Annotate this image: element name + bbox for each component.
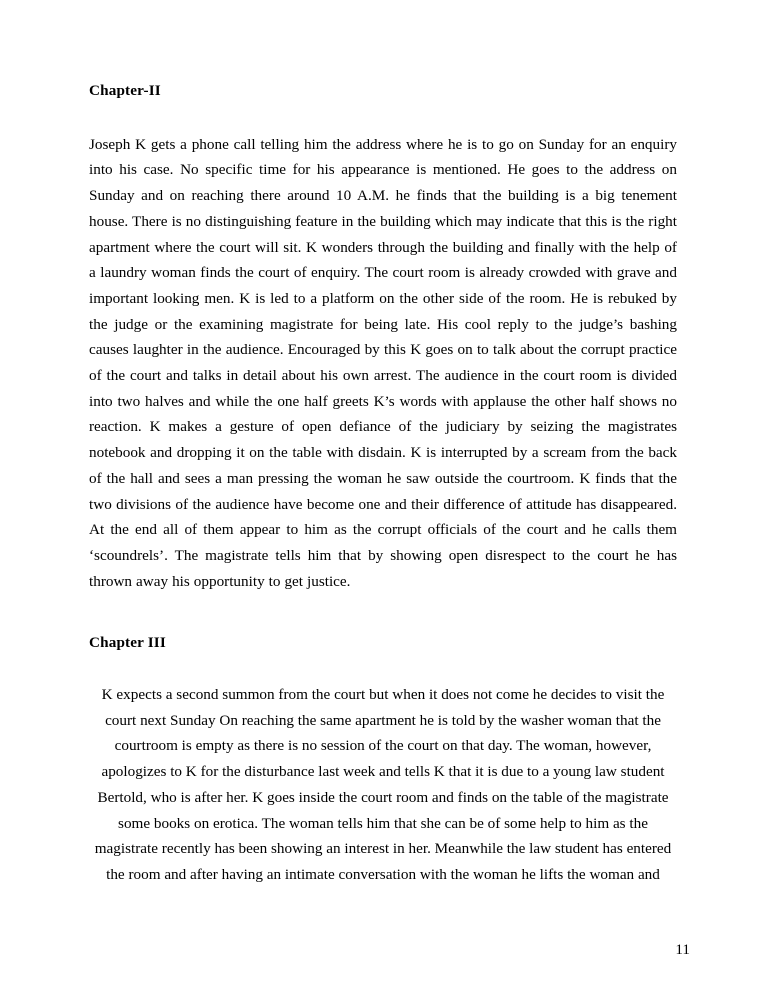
spacer (89, 594, 677, 630)
spacer (89, 104, 677, 132)
spacer (89, 656, 677, 682)
chapter-heading-2: Chapter-II (89, 82, 161, 99)
chapter-heading-3: Chapter III (89, 634, 166, 652)
page-number: 11 (675, 941, 690, 958)
chapter-3-paragraph: K expects a second summon from the court but when it does not come he decides to visit the court next Sunday On reaching the same apartment he is told by the washer woman that the courtroom is empty as there is no session of the court on that day. The woman, however, apologizes to K for the disturbance last week and tells K that it is due to a young law student Bertold, who is after her. K goes inside the court room and finds on the table of the magistrate some books on erotica. The woman tells him that she can be of some help to him as the magistrate recently has been showing an interest in her. Meanwhile the law student has entered the room and after having an intimate conversation with the woman he lifts the woman and (94, 686, 672, 883)
page-content (89, 78, 677, 888)
chapter-2-paragraph: Joseph K gets a phone call telling him the address where he is to go on Sunday for an enquiry into his case. No specific time for his appearance is mentioned. He goes to the address on Sunday and on reaching there around 10 A.M. he finds that the building is a big tenement house. There is no distinguishing feature in the building which may indicate that this is the right apartment where the court will sit. K wonders through the building and finally with the help of a laundry woman finds the court of enquiry. The court room is already crowded with grave and important looking men. K is led to a platform on the other side of the room. He is rebuked by the judge or the examining magistrate for being late. His cool reply to the judge’s bashing causes laughter in the audience. Encouraged by this K goes on to talk about the corrupt practice of the court and talks in detail about his own arrest. The audience in the court room is divided into two halves and while the one half greets K’s words with applause the other half shows no reaction. K makes a gesture of open defiance of the judiciary by seizing the magistrates notebook and dropping it on the table with disdain. K is interrupted by a scream from the back of the hall and sees a man pressing the woman he saw outside the courtroom. K finds that the two divisions of the audience have become one and their difference of attitude has disappeared. At the end all of them appear to him as the corrupt officials of the court and he calls them ‘scoundrels’. The magistrate tells him that by showing open disrespect to the court he has thrown away his opportunity to get justice. (89, 135, 677, 590)
